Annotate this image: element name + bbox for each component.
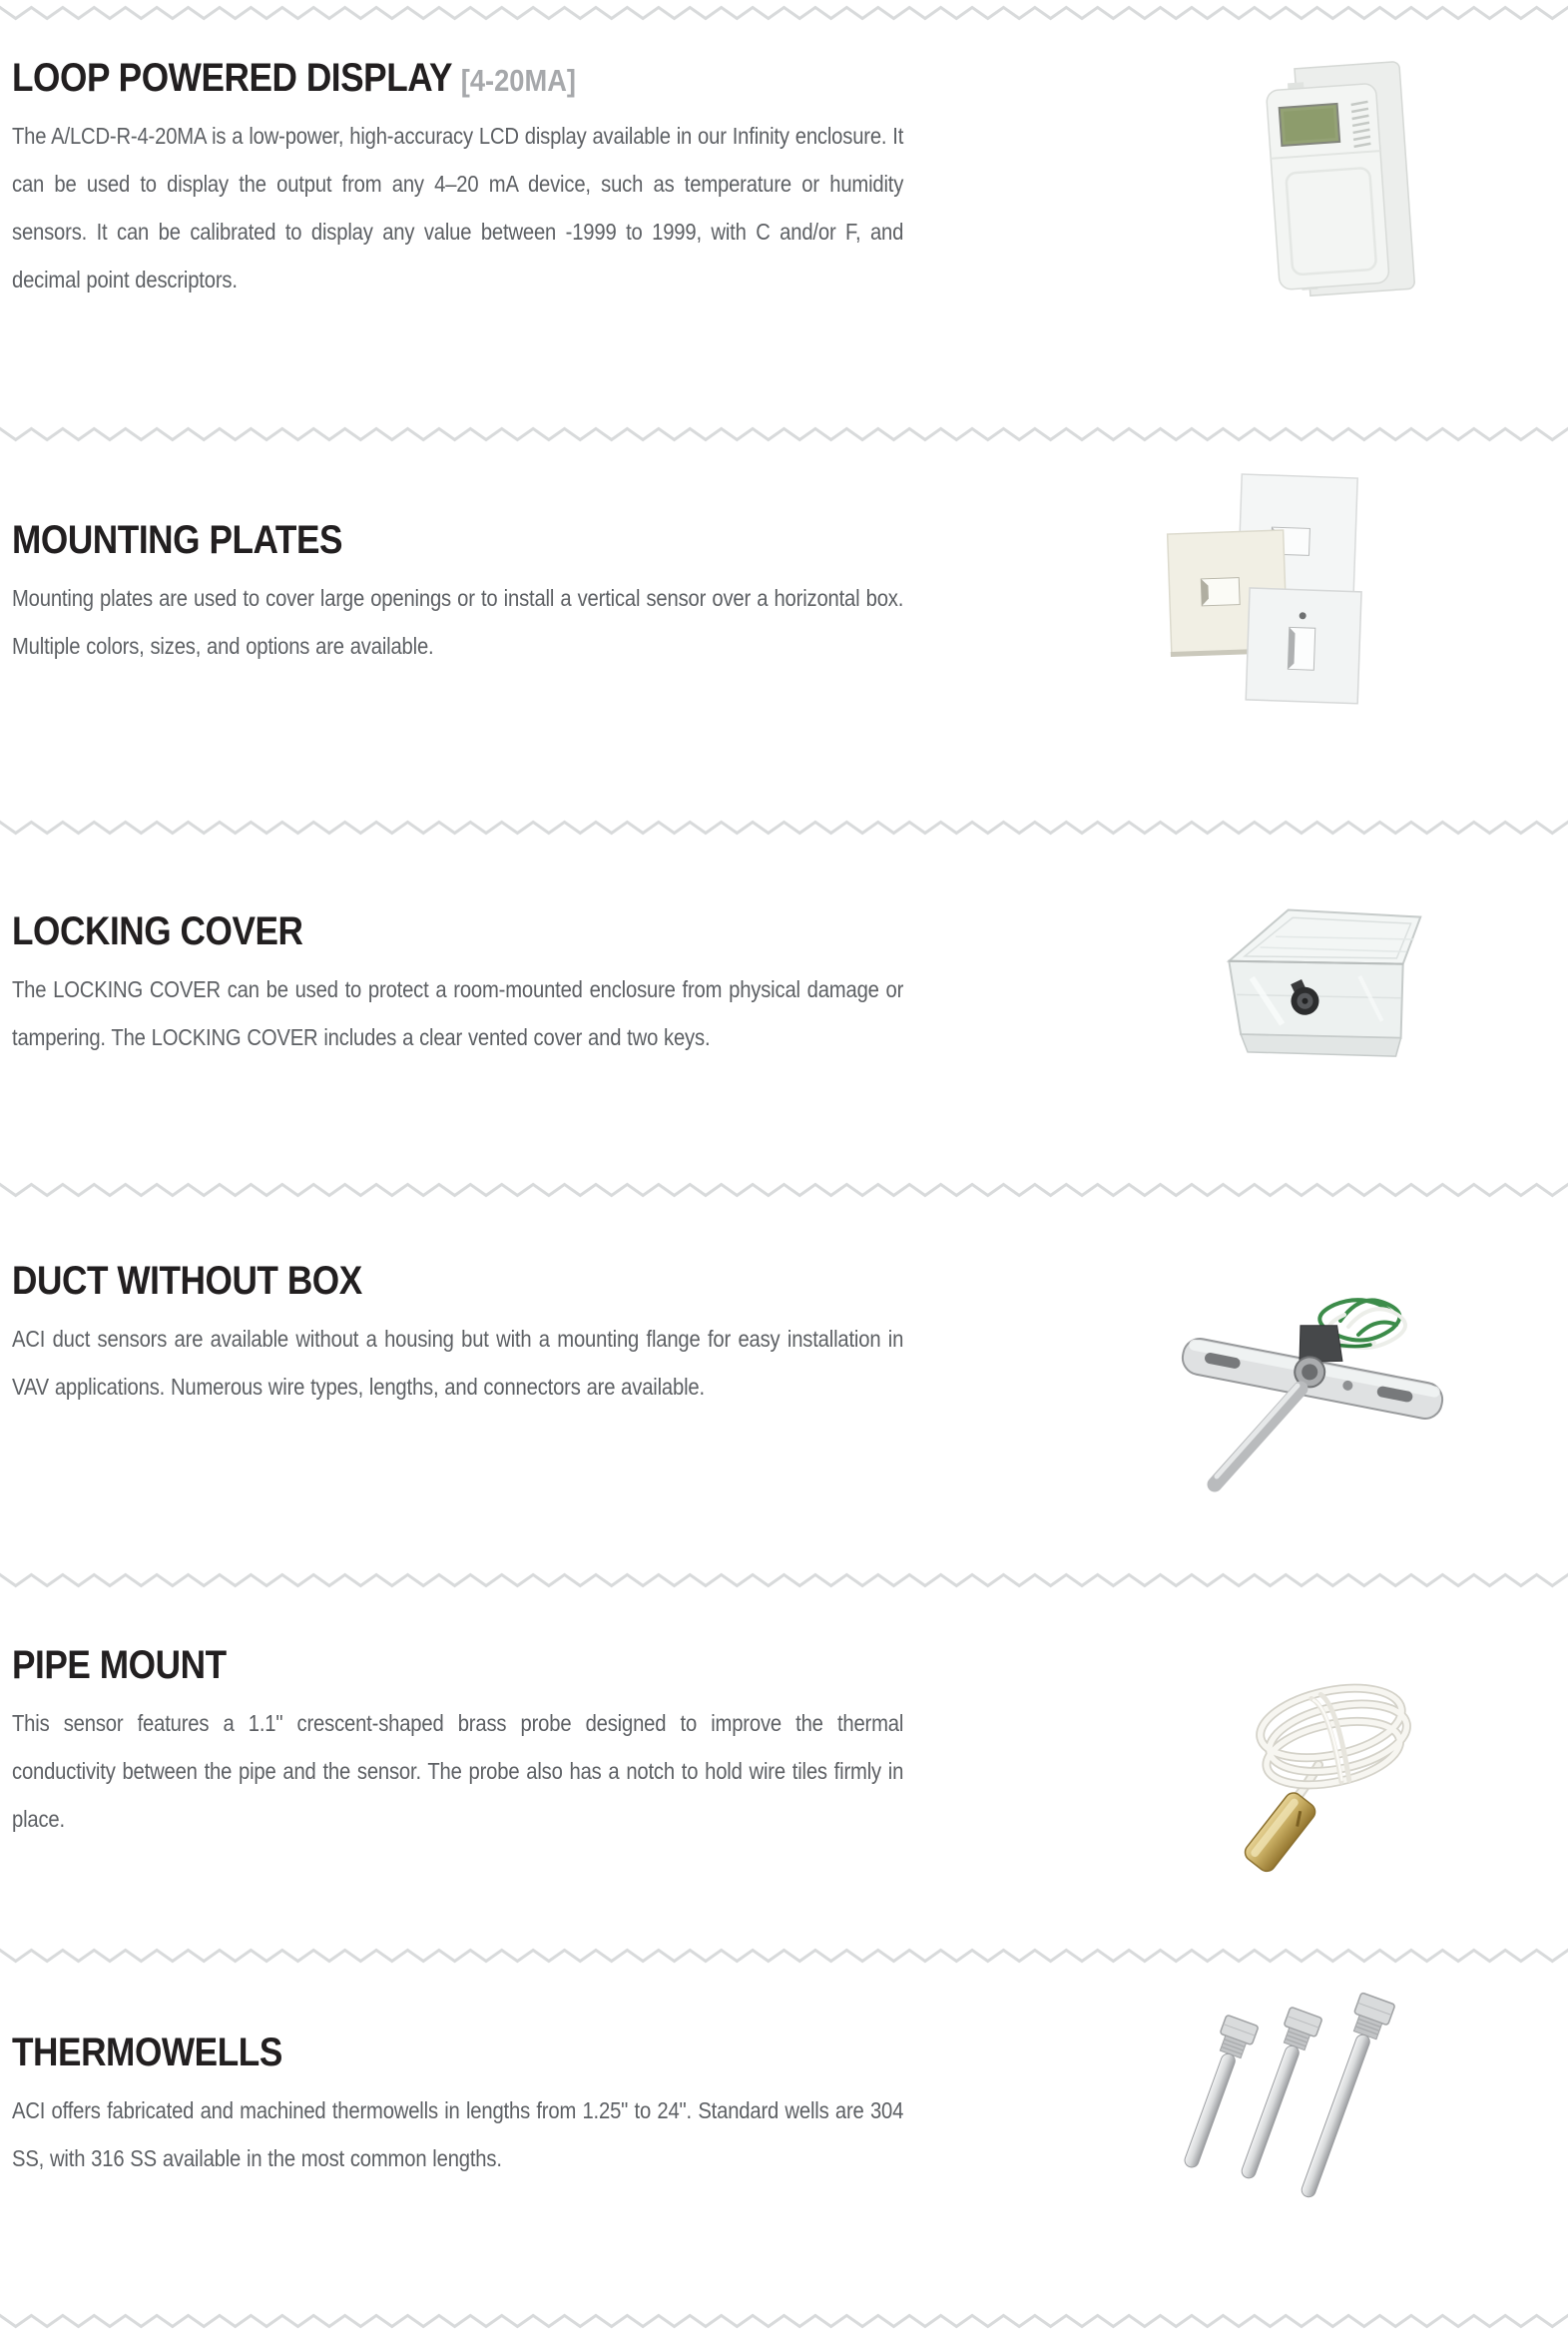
section-description: ACI duct sensors are available without a housing but with a mounting flange for easy installation in VAV applications. Numerous wire types, lengths, and connectors are available. [12, 1326, 904, 1400]
zigzag-divider [0, 423, 1568, 443]
mounting-plates-product-image [1168, 470, 1362, 708]
section-description: The LOCKING COVER can be used to protect a room-mounted enclosure from physical damage or tampering. The LOCKING COVER includes a clear vented cover and two keys. [12, 976, 904, 1050]
section-title: MOUNTING PLATES [12, 518, 343, 562]
section-thermowells [0, 1965, 1568, 2310]
section-pipe-mount [0, 1589, 1568, 1945]
zigzag-divider [0, 2310, 1568, 2330]
section-title: DUCT WITHOUT BOX [12, 1259, 362, 1303]
zigzag-divider [0, 817, 1568, 837]
zigzag-divider [0, 2, 1568, 22]
zigzag-divider [0, 1179, 1568, 1199]
section-title: LOCKING COVER [12, 909, 303, 953]
catalog-page [0, 2, 1568, 2171]
zigzag-divider [0, 1945, 1568, 1965]
thermowells-product-image [1183, 1991, 1437, 2238]
section-description: Mounting plates are used to cover large openings or to install a vertical sensor over a horizontal box. Multiple colors, sizes, and options are available. [12, 585, 904, 659]
section-description: ACI offers fabricated and machined thermowells in lengths from 1.25" to 24". Standard wells are 304 SS, with 316 SS available in the most common lengths. [12, 2097, 904, 2171]
section-mounting-plates [0, 443, 1568, 817]
section-locking-cover [0, 837, 1568, 1179]
locking-cover-product-image [1193, 894, 1447, 1089]
section-loop-powered-display [0, 22, 1568, 423]
section-title: LOOP POWERED DISPLAY [4-20MA] [12, 56, 576, 100]
section-title-suffix: [4-20MA] [460, 63, 576, 98]
pipe-mount-product-image [1223, 1645, 1437, 1875]
duct-sensor-product-image [1163, 1261, 1462, 1500]
section-duct-without-box [0, 1199, 1568, 1569]
section-title: THERMOWELLS [12, 2031, 282, 2074]
lcd-display-product-image [1261, 60, 1418, 304]
section-title: PIPE MOUNT [12, 1643, 227, 1687]
zigzag-divider [0, 1569, 1568, 1589]
section-description: The A/LCD-R-4-20MA is a low-power, high-accuracy LCD display available in our Infinity enclosure. It can be used to display the output from any 4–20 mA device, such as temperature or humidity sensors. It can be calibrated to display any value between -1999 to 1999, with C and/or F, and decimal point descriptors. [12, 123, 904, 292]
section-description: This sensor features a 1.1" crescent-shaped brass probe designed to improve the thermal conductivity between the pipe and the sensor. The probe also has a notch to hold wire tiles firmly in place. [12, 1710, 904, 1832]
